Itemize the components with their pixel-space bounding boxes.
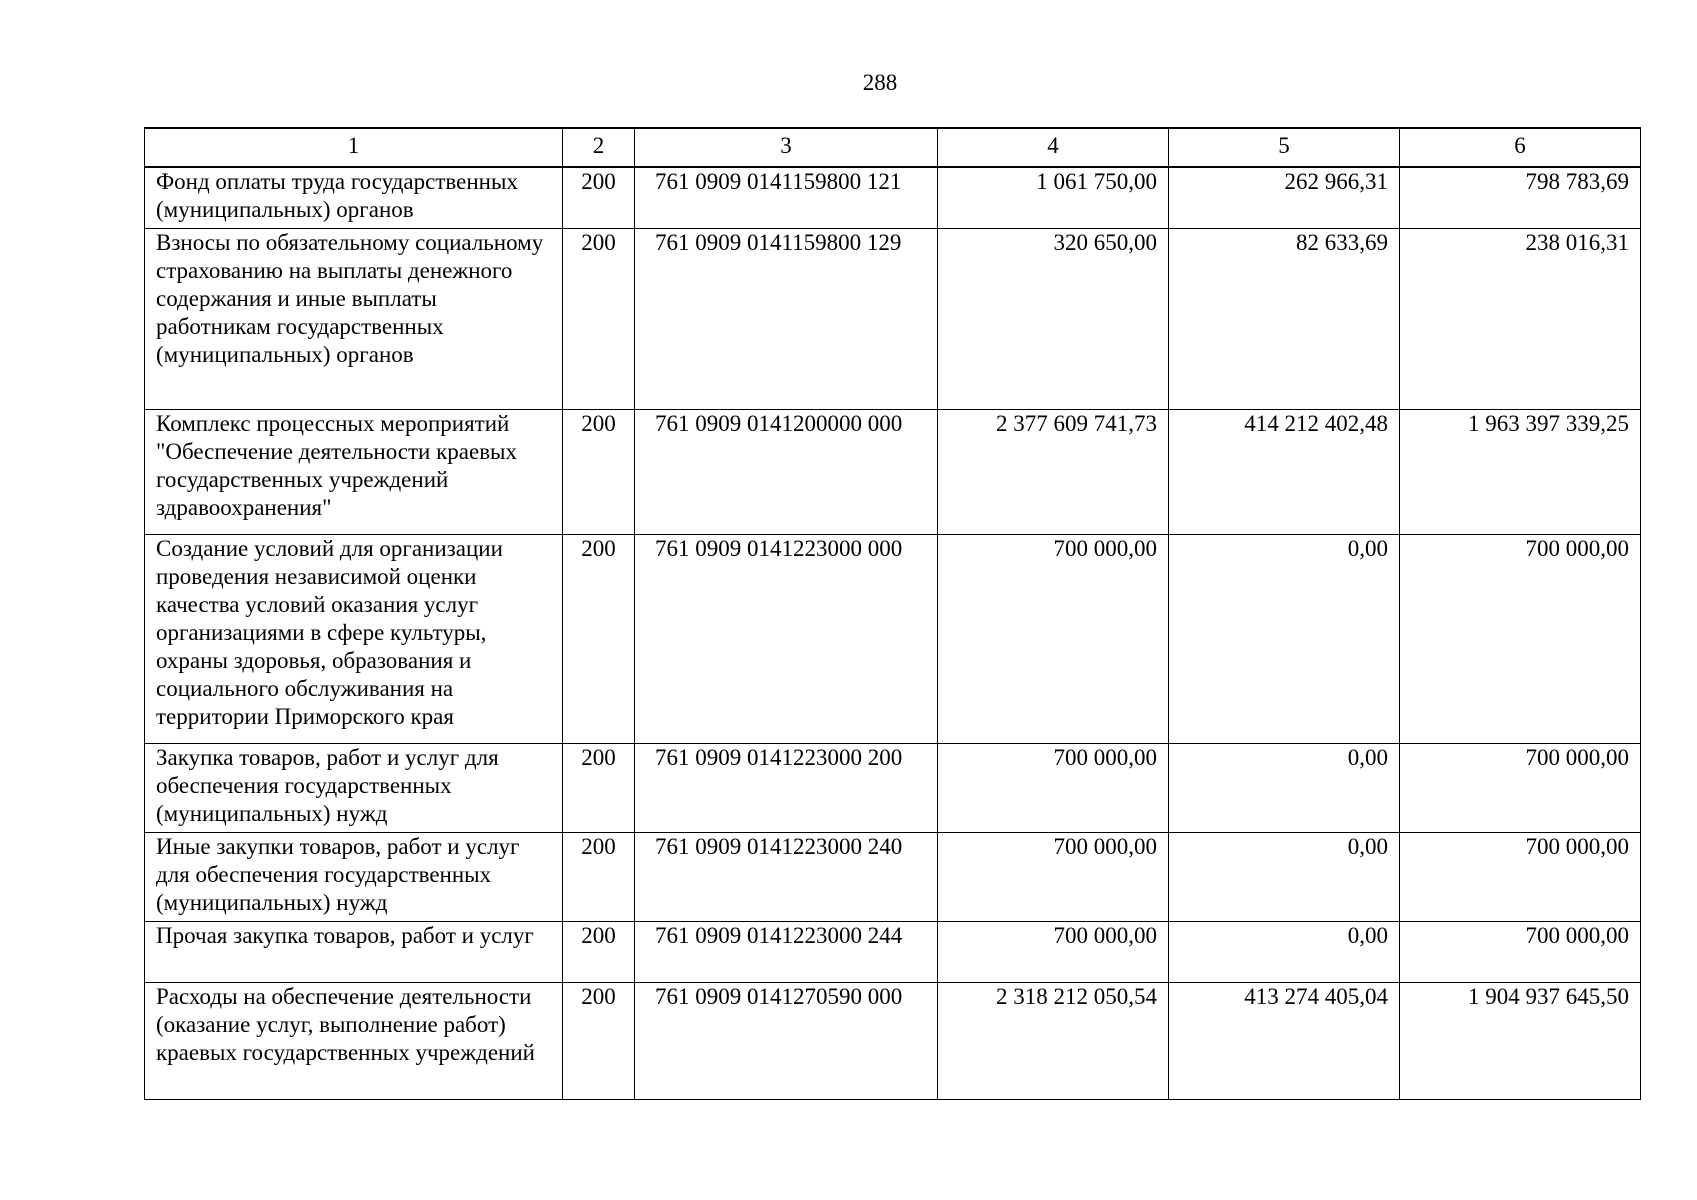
row-value-4: 2 377 609 741,73 — [938, 410, 1169, 535]
row-budget-code: 761 0909 0141223000 244 — [635, 922, 938, 983]
table-row — [145, 229, 1641, 410]
row-value-5: 262 966,31 — [1169, 167, 1400, 229]
row-budget-code: 761 0909 0141223000 240 — [635, 833, 938, 922]
row-name: Закупка товаров, работ и услуг для обеспечения государственных (муниципальных) нужд — [145, 744, 563, 833]
row-code-2: 200 — [563, 833, 635, 922]
row-value-5: 0,00 — [1169, 833, 1400, 922]
row-value-6: 238 016,31 — [1400, 229, 1641, 410]
row-value-6: 700 000,00 — [1400, 833, 1641, 922]
row-code-2: 200 — [563, 410, 635, 535]
column-header: 4 — [938, 128, 1169, 167]
row-name: Расходы на обеспечение деятельности (оказание услуг, выполнение работ) краевых государственных учреждений — [145, 983, 563, 1100]
row-code-2: 200 — [563, 535, 635, 744]
row-value-4: 320 650,00 — [938, 229, 1169, 410]
row-name: Иные закупки товаров, работ и услуг для обеспечения государственных (муниципальных) нужд — [145, 833, 563, 922]
page-number: 288 — [862, 70, 898, 95]
row-budget-code: 761 0909 0141159800 129 — [635, 229, 938, 410]
row-name: Создание условий для организации проведения независимой оценки качества условий оказания услуг организациями в сфере культуры, охраны здоровья, образования и социального обслуживания на территории Приморского края — [145, 535, 563, 744]
row-value-6: 1 904 937 645,50 — [1400, 983, 1641, 1100]
row-name: Взносы по обязательному социальному страхованию на выплаты денежного содержания и иные выплаты работникам государственных (муниципальных) органов — [145, 229, 563, 410]
budget-table — [144, 127, 1641, 1100]
column-header: 2 — [563, 128, 635, 167]
row-code-2: 200 — [563, 922, 635, 983]
row-value-4: 700 000,00 — [938, 833, 1169, 922]
table-row — [145, 744, 1641, 833]
column-header: 6 — [1400, 128, 1641, 167]
row-name: Комплекс процессных мероприятий "Обеспечение деятельности краевых государственных учреждений здравоохранения" — [145, 410, 563, 535]
row-value-4: 1 061 750,00 — [938, 167, 1169, 229]
column-header: 1 — [145, 128, 563, 167]
row-code-2: 200 — [563, 167, 635, 229]
row-value-4: 700 000,00 — [938, 535, 1169, 744]
table-row — [145, 833, 1641, 922]
row-budget-code: 761 0909 0141223000 200 — [635, 744, 938, 833]
row-budget-code: 761 0909 0141159800 121 — [635, 167, 938, 229]
row-value-6: 700 000,00 — [1400, 535, 1641, 744]
row-value-6: 700 000,00 — [1400, 744, 1641, 833]
table-row — [145, 983, 1641, 1100]
row-value-6: 798 783,69 — [1400, 167, 1641, 229]
table-row — [145, 167, 1641, 229]
row-budget-code: 761 0909 0141200000 000 — [635, 410, 938, 535]
row-code-2: 200 — [563, 229, 635, 410]
row-code-2: 200 — [563, 983, 635, 1100]
row-value-5: 0,00 — [1169, 922, 1400, 983]
row-code-2: 200 — [563, 744, 635, 833]
table-row — [145, 410, 1641, 535]
row-value-5: 0,00 — [1169, 535, 1400, 744]
row-budget-code: 761 0909 0141270590 000 — [635, 983, 938, 1100]
row-name: Фонд оплаты труда государственных (муниципальных) органов — [145, 167, 563, 229]
row-value-6: 1 963 397 339,25 — [1400, 410, 1641, 535]
column-header: 5 — [1169, 128, 1400, 167]
row-value-5: 414 212 402,48 — [1169, 410, 1400, 535]
row-value-5: 82 633,69 — [1169, 229, 1400, 410]
row-name: Прочая закупка товаров, работ и услуг — [145, 922, 563, 983]
column-header: 3 — [635, 128, 938, 167]
table-row — [145, 535, 1641, 744]
row-value-4: 700 000,00 — [938, 744, 1169, 833]
row-budget-code: 761 0909 0141223000 000 — [635, 535, 938, 744]
row-value-4: 2 318 212 050,54 — [938, 983, 1169, 1100]
table-header-row — [145, 128, 1641, 167]
row-value-4: 700 000,00 — [938, 922, 1169, 983]
row-value-5: 0,00 — [1169, 744, 1400, 833]
table-row — [145, 922, 1641, 983]
row-value-5: 413 274 405,04 — [1169, 983, 1400, 1100]
row-value-6: 700 000,00 — [1400, 922, 1641, 983]
